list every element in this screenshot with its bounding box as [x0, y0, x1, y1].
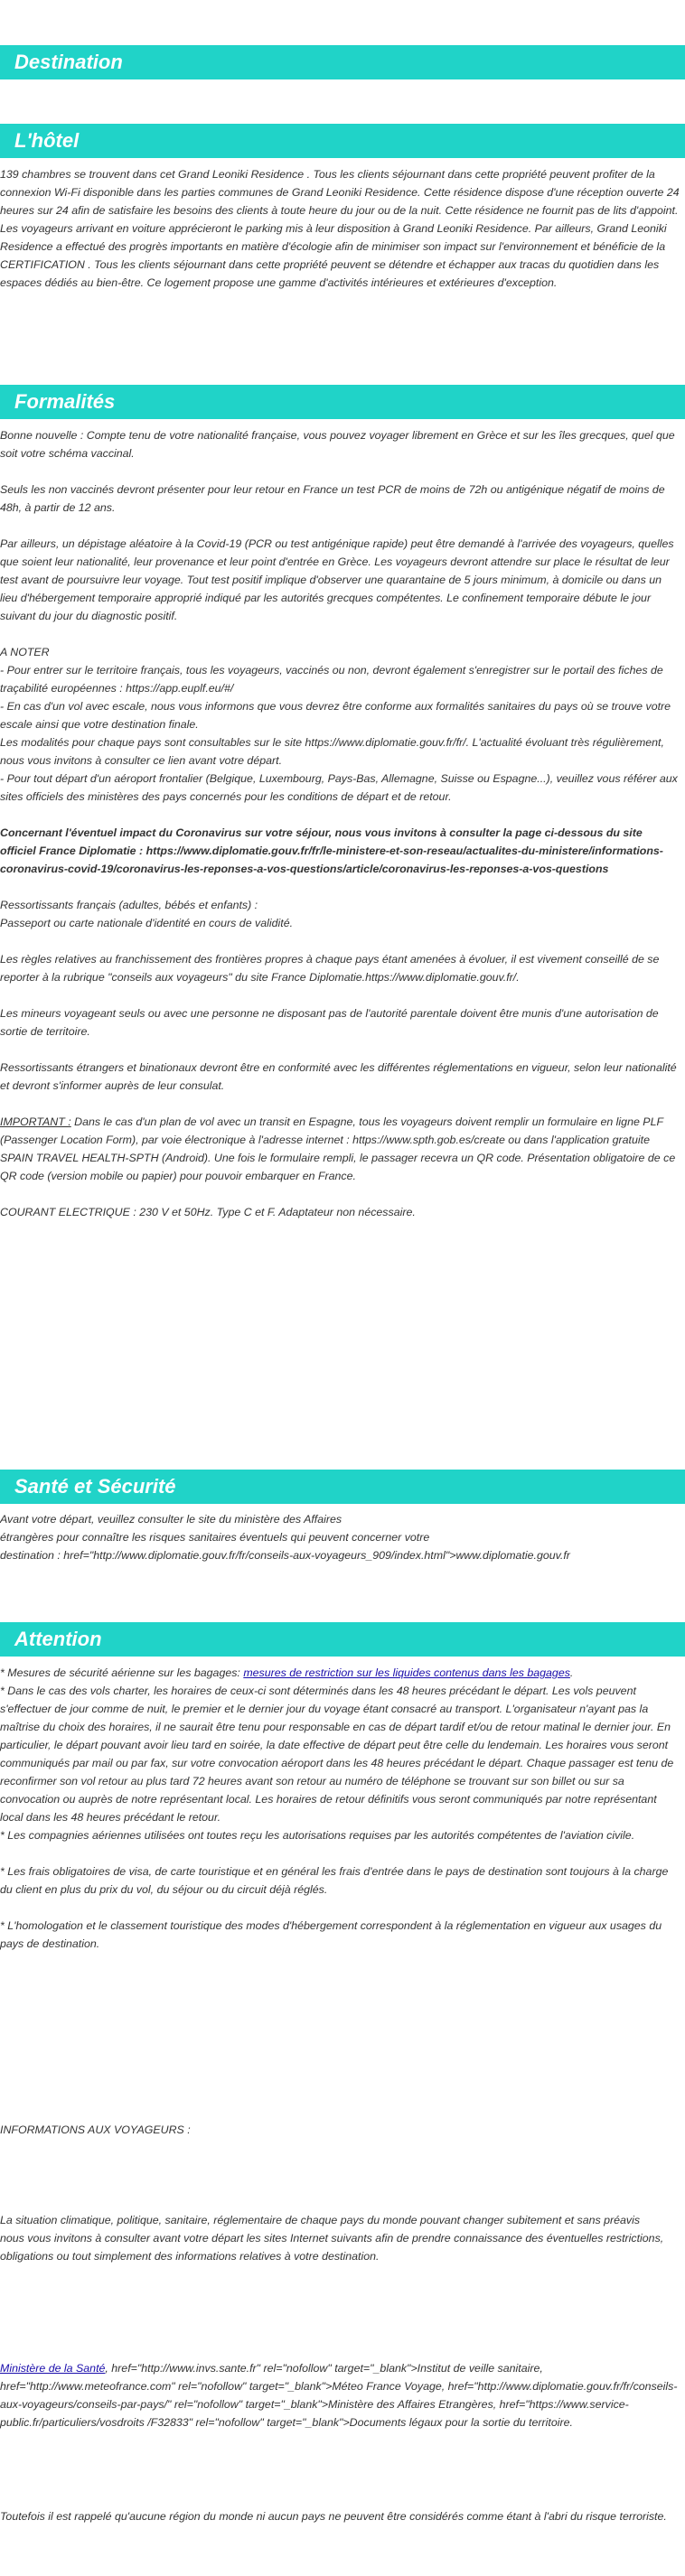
note-item-3: Les modalités pour chaque pays sont consultables sur le site https://www.diplomatie.gouv.fr/fr/. L'actualité évoluant très régulièrement, nous vous invitons à consulter ce lien avant votre départ. — [0, 736, 664, 767]
bagages-prefix: * Mesures de sécurité aérienne sur les bagages: — [0, 1666, 244, 1679]
infos-voyageurs-title: INFORMATIONS AUX VOYAGEURS : — [0, 2123, 191, 2136]
sante-section — [0, 1510, 685, 1564]
situation-line-1: La situation climatique, politique, sanitaire, réglementaire de chaque pays du monde pouvant changer subitement et sans préavis — [0, 2214, 641, 2226]
terrorisme-notice: Toutefois il est rappelé qu'aucune région du monde ni aucun pays ne peuvent être considérés comme étant à l'abri du risque terroriste. — [0, 2510, 667, 2523]
important-label: IMPORTANT : — [0, 1115, 71, 1128]
formalites-depistage: Par ailleurs, un dépistage aléatoire à la Covid-19 (PCR ou test antigénique rapide) peut être demandé à l'arrivée des voyageurs, quelles que soient leur nationalité, leur provenance et leur point d'entrée en Grèce. Les voyageurs devront attendre sur place le résultat de leur test avant de poursuivre leur voyage. Tout test positif implique d'observer une quarantaine de 5 jours minimum, à domicile ou dans un lieu d'hébergement temporaire approprié indiqué par les autorités grecques compétentes. Le confinement temporaire débute le jour suivant du jour du diagnostic positif. — [0, 537, 674, 622]
bagages-notice — [0, 1664, 680, 1682]
hotel-description: 139 chambres se trouvent dans cet Grand Leoniki Residence . Tous les clients séjournant dans cette propriété peuvent profiter de la connexion Wi-Fi disponible dans les parties communes de Grand Leoniki Residence. Cette résidence dispose d'une réception ouverte 24 heures sur 24 afin de satisfaire les besoins des clients à toute heure du jour ou de la nuit. Cette résidence ne fournit pas de lits d'appoint. Les voyageurs arrivant en voiture apprécieront le parking mis à leur disposition à Grand Leoniki Residence. Par ailleurs, Grand Leoniki Residence a effectué des progrès importants en matière d'écologie afin de minimiser son impact sur l'environnement et bénéficie de la CERTIFICATION . Tous les clients séjournant dans cette propriété peuvent se détendre et échapper aux tracas du quotidien dans les espaces dédiés au bien-être. Ce logement propose une gamme d'activités intérieures et extérieures d'exception. — [0, 168, 680, 289]
bagages-suffix: . — [569, 1666, 574, 1679]
important-notice — [0, 1113, 680, 1185]
infos-voyageurs-title-block — [0, 2121, 680, 2139]
formalites-non-vaccines: Seuls les non vaccinés devront présenter pour leur retour en France un test PCR de moins de 72h ou antigénique négatif de moins de 48h, à partir de 12 ans. — [0, 483, 665, 514]
note-item-4: - Pour tout départ d'un aéroport frontalier (Belgique, Luxembourg, Pays-Bas, Allemagne, Suisse ou Espagne...), veuillez vous référer aux sites officiels des ministères des pays concernés pour les conditions de départ et de retour. — [0, 772, 678, 803]
note-item-2: - En cas d'un vol avec escale, nous vous informons que vous devrez être conforme aux formalités sanitaires du pays où se trouve votre escale ainsi que votre destination finale. — [0, 700, 671, 731]
ministere-sante-link[interactable]: Ministère de la Santé — [0, 2362, 106, 2375]
attention-heading: Attention — [0, 1622, 685, 1657]
terrorisme-block — [0, 2507, 680, 2525]
situation-block — [0, 2211, 680, 2265]
homologation-notice: * L'homologation et le classement touristique des modes d'hébergement correspondent à la réglementation en vigueur aux usages du pays de destination. — [0, 1919, 662, 1950]
note-item-1: - Pour entrer sur le territoire français, tous les voyageurs, vaccinés ou non, devront également s'enregistrer sur le portail des fiches de traçabilité européennes : https://app.euplf.eu/#/ — [0, 664, 663, 695]
frais-notice: * Les frais obligatoires de visa, de carte touristique et en général les frais d'entrée dans le pays de destination sont toujours à la charge du client en plus du prix du vol, du séjour ou du circuit déjà réglés. — [0, 1865, 669, 1896]
attention-section — [0, 1664, 680, 1953]
important-text: Dans le cas d'un plan de vol avec un transit en Espagne, tous les voyageurs doivent remplir un formulaire en ligne PLF (Passenger Location Form), par voie électronique à l'adresse internet : https://www.spth.gob.es/create ou dans l'application gratuite SPAIN TRAVEL HEALTH-SPTH (Android). Une fois le formulaire rempli, le passager recevra un QR code. Présentation obligatoire de ce QR code (version mobile ou papier) pour pouvoir embarquer en France. — [0, 1115, 676, 1182]
hotel-section — [0, 165, 680, 292]
hotel-heading: L'hôtel — [0, 124, 685, 158]
liquides-restriction-link[interactable]: mesures de restriction sur les liquides contenus dans les bagages — [243, 1666, 570, 1679]
courant-electrique: COURANT ELECTRIQUE : 230 V et 50Hz. Type C et F. Adaptateur non nécessaire. — [0, 1206, 416, 1218]
sante-line-1: Avant votre départ, veuillez consulter le site du ministère des Affaires — [0, 1513, 342, 1526]
etrangers-notice: Ressortissants étrangers et binationaux devront être en conformité avec les différentes réglementations en vigueur, selon leur nationalité et devront s'informer auprès de leur consulat. — [0, 1061, 677, 1092]
regles-frontieres: Les règles relatives au franchissement des frontières propres à chaque pays étant amenées à évoluer, il est vivement conseillé de se reporter à la rubrique "conseils aux voyageurs" du site France Diplomatie.https://www.diplomatie.gouv.fr/. — [0, 953, 660, 984]
sites-list-text: , href="http://www.invs.sante.fr" rel="nofollow" target="_blank">Institut de veille sanitaire, href="http://www.meteofrance.com" rel="nofollow" target="_blank">Méteo France Voyage, href="http://www.diplomatie.gouv.fr/fr/conseils-aux-voyageurs/conseils-par-pays/" rel="nofollow" target="_blank">Ministère des Affaires Etrangères, href="https://www.service-public.fr/particuliers/vosdroits /F32833" rel="nofollow" target="_blank">Documents légaux pour la sortie du territoire. — [0, 2362, 678, 2429]
formalites-section — [0, 426, 680, 1221]
ressortissants-title: Ressortissants français (adultes, bébés et enfants) : — [0, 899, 258, 911]
vols-charter-notice: * Dans le cas des vols charter, les horaires de ceux-ci sont déterminés dans les 48 heures précédant le départ. Les vols peuvent s'effectuer de jour comme de nuit, le premier et le dernier jour du voyage étant consacré au transport. L'organisateur n'ayant pas la maîtrise du choix des horaires, il ne saurait être tenu pour responsable en cas de départ tardif et/ou de retour matinal le dernier jour. En particulier, le départ pouvant avoir lieu tard en soirée, la date effective de départ peut être celle du lendemain. Les horaires vous seront communiqués par mail ou par fax, sur votre convocation aéroport dans les 48 heures précédant le départ. Chaque passager est tenu de reconfirmer son vol retour au plus tard 72 heures avant son retour au numéro de téléphone se trouvant sur son billet ou sur sa convocation ou auprès de notre représentant local. Les horaires de retour définitifs vous seront communiqués par notre représentant local dans les 48 heures précédant le retour. — [0, 1685, 674, 1824]
formalites-heading: Formalités — [0, 385, 685, 419]
destination-heading: Destination — [0, 45, 685, 79]
sites-block — [0, 2359, 680, 2431]
mineurs-notice: Les mineurs voyageant seuls ou avec une personne ne disposant pas de l'autorité parentale doivent être munis d'une autorisation de sortie de territoire. — [0, 1007, 659, 1038]
sante-line-3: destination : href="http://www.diplomatie.gouv.fr/fr/conseils-aux-voyageurs_909/index.html">www.diplomatie.gouv.fr — [0, 1549, 570, 1562]
sites-list — [0, 2359, 680, 2431]
compagnies-notice: * Les compagnies aériennes utilisées ont toutes reçu les autorisations requises par les autorités compétentes de l'aviation civile. — [0, 1829, 635, 1842]
sante-line-2: étrangères pour connaître les risques sanitaires éventuels qui peuvent concerner votre — [0, 1531, 430, 1544]
formalites-bonne-nouvelle: Bonne nouvelle : Compte tenu de votre nationalité française, vous pouvez voyager librement en Grèce et sur les îles grecques, quel que soit votre schéma vaccinal. — [0, 429, 675, 460]
situation-line-2: nous vous invitons à consulter avant votre départ les sites Internet suivants afin de prendre connaissance des éventuelles restrictions, obligations ou tout simplement des informations relatives à votre destination. — [0, 2232, 664, 2263]
covid-notice: Concernant l'éventuel impact du Coronavirus sur votre séjour, nous vous invitons à consulter la page ci-dessous du site officiel France Diplomatie : https://www.diplomatie.gouv.fr/fr/le-ministere-et-son-reseau/actualites-du-ministere/informations-coronavirus-covid-19/coronavirus-les-reponses-a-vos-questions/article/coronavirus-les-reponses-a-vos-questions — [0, 826, 663, 875]
note-title: A NOTER — [0, 646, 50, 658]
ressortissants-document: Passeport ou carte nationale d'identité en cours de validité. — [0, 917, 294, 929]
sante-heading: Santé et Sécurité — [0, 1470, 685, 1504]
